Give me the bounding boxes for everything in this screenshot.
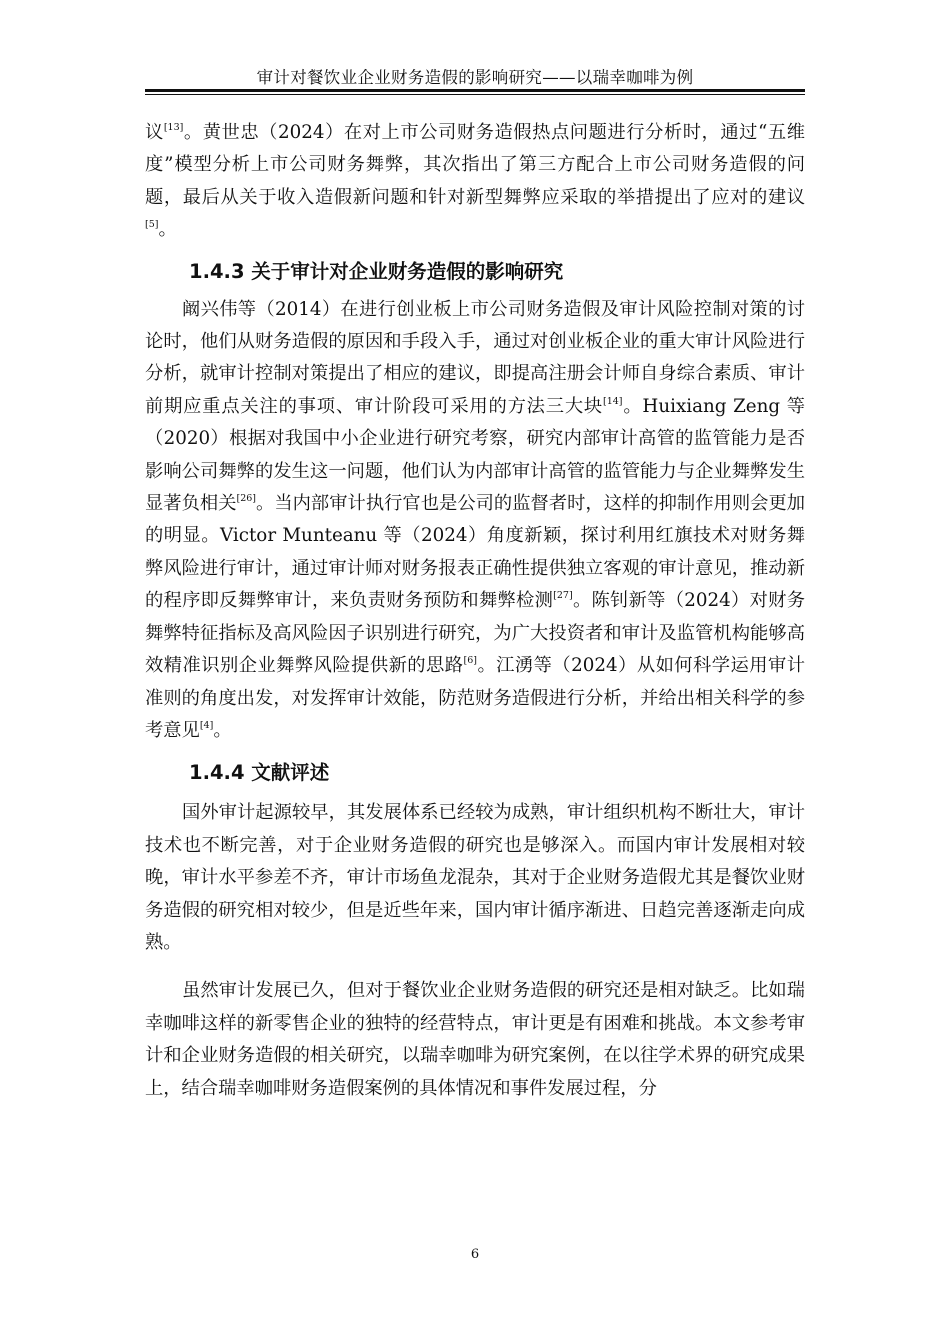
paragraph-text: 。江湧等（2024）从如何科学运用审计准则的角度出发，对发挥审计效能，防范财务造假进行分析，并给出相关科学的参考意见 (145, 655, 805, 741)
paragraph-text: 阚兴伟等（2014）在进行创业板上市公司财务造假及审计风险控制对策的讨论时，他们从财务造假的原因和手段入手，通过对创业板企业的重大审计风险进行分析，就审计控制对策提出了相应的建议，即提高注册会计师自身综合素质、审计前期应重点关注的事项、审计阶段可采用的方法三大块 (145, 298, 805, 417)
citation-ref: [13] (163, 122, 184, 133)
citation-ref: [14] (603, 395, 623, 407)
paragraph-text: 议 (145, 122, 164, 143)
header-rule-thick (145, 89, 805, 92)
citation-ref: [4] (199, 719, 214, 731)
section-heading-1-4-4: 1.4.4 文献评述 (189, 761, 330, 785)
paragraph-review-2: 虽然审计发展已久，但对于餐饮业企业财务造假的研究还是相对缺乏。比如瑞幸咖啡这样的新零售企业的独特的经营特点，审计更是有困难和挑战。本文参考审计和企业财务造假的相关研究，以瑞幸咖啡为研究案例，在以往学术界的研究成果上，结合瑞幸咖啡财务造假案例的具体情况和事件发展过程，分 (145, 980, 805, 1099)
paragraph-text: 。 (158, 219, 177, 241)
citation-ref: [5] (145, 219, 159, 231)
paragraph-review-1: 国外审计起源较早，其发展体系已经较为成熟，审计组织机构不断壮大，审计技术也不断完善，对于企业财务造假的研究也是够深入。而国内审计发展相对较晚，审计水平参差不齐，审计市场鱼龙混杂，其对于企业财务造假尤其是餐饮业财务造假的研究相对较少，但是近些年来，国内审计循序渐进、日趋完善逐渐走向成熟。 (145, 802, 805, 953)
paragraph-text: 。当内部审计执行官也是公司的监督者时，这样的抑制作用则会更加的明显。Victor Munteanu 等（2024）角度新颖，探讨利用红旗技术对财务舞弊风险进行审计，通过审计师对财务报表正确性提供独立客观的审计意见，推动新的程序即反舞弊审计，来负责财务预防和舞弊检测 (145, 493, 806, 612)
page-body (145, 117, 805, 1105)
paragraph-continued (145, 117, 805, 247)
citation-ref: [27] (553, 590, 573, 602)
section-heading-1-4-3: 1.4.3 关于审计对企业财务造假的影响研究 (189, 259, 564, 283)
page-number: 6 (470, 1247, 480, 1262)
paragraph-text: 。Huixiang Zeng 等（2020）根据对我国中小企业进行研究考察，研究内部审计高管的监管能力是否影响公司舞弊的发生这一问题，他们认为内部审计高管的监管能力与企业舞弊发生显著负相关 (145, 395, 806, 515)
header-rule-thin (145, 94, 805, 95)
paragraph-text: 。黄世忠（2024）在对上市公司财务造假热点问题进行分析时，通过“五维度”模型分析上市公司财务舞弊，其次指出了第三方配合上市公司财务造假的问题，最后从关于收入造假新问题和针对新型舞弊应采取的举措提出了应对的建议 (145, 122, 805, 208)
paragraph-text: 。 (213, 719, 232, 741)
running-header: 审计对餐饮业企业财务造假的影响研究——以瑞幸咖啡为例 (256, 68, 694, 87)
paragraph-text: 。陈钊新等（2024）对财务舞弊特征指标及高风险因子识别进行研究，为广大投资者和审计及监管机构能够高效精准识别企业舞弊风险提供新的思路 (145, 590, 805, 677)
citation-ref: [6] (463, 655, 477, 667)
citation-ref: [26] (236, 493, 257, 505)
paragraph-audit-research (145, 294, 805, 748)
